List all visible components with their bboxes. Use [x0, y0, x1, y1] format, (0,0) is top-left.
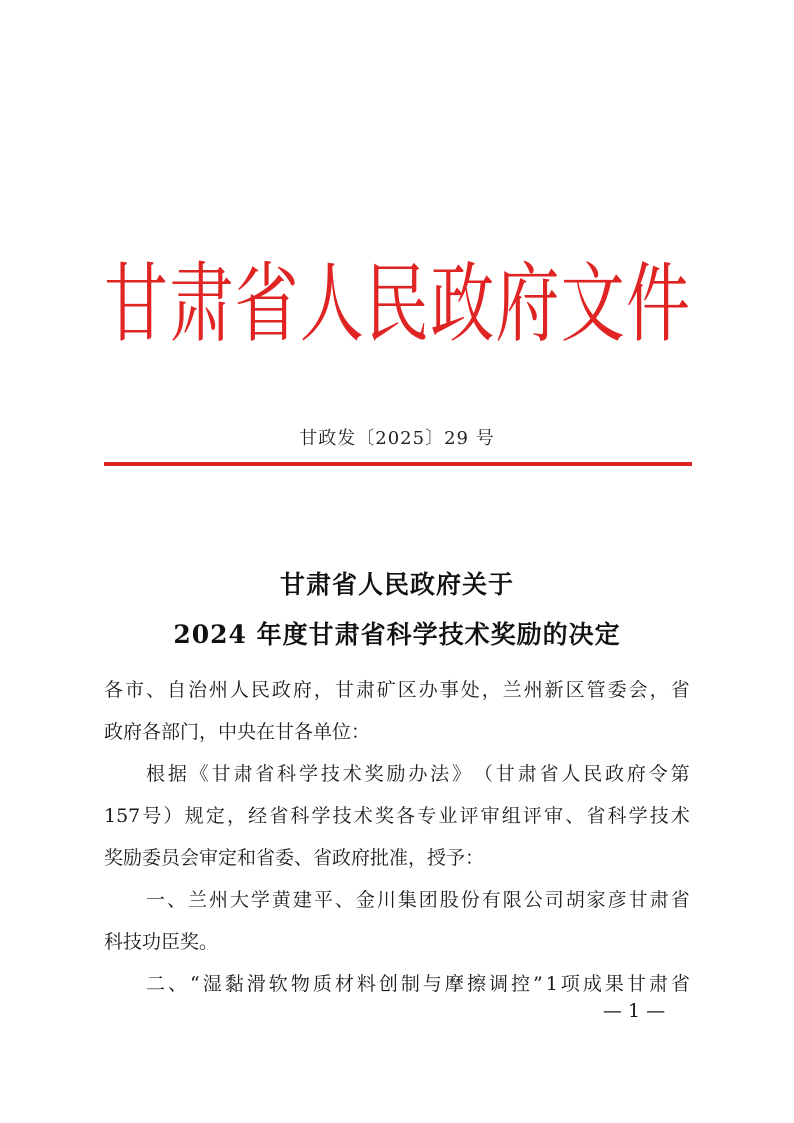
body-glyph: 1: [545, 973, 558, 995]
masthead-char: 人: [299, 255, 364, 355]
body-glyph: 办: [408, 763, 428, 785]
body-glyph: 、: [145, 679, 165, 701]
body-glyph: 有: [481, 889, 501, 911]
body-glyph: 政: [271, 679, 291, 701]
body-glyph: 第: [670, 763, 690, 785]
body-glyph: 经: [248, 805, 268, 827]
body-glyph: 府: [292, 679, 312, 701]
body-glyph: 专: [417, 805, 437, 827]
body-glyph: 省: [670, 679, 690, 701]
body-glyph: 料: [356, 973, 376, 995]
body-glyph: 各: [396, 805, 416, 827]
body-glyph: 管: [586, 679, 606, 701]
body-glyph: 材: [334, 973, 354, 995]
body-glyph: 州: [523, 679, 543, 701]
body-glyph: 擦: [466, 973, 486, 995]
body-glyph: ”: [532, 973, 543, 995]
body-glyph: 甘: [334, 679, 354, 701]
body-glyph: 滑: [246, 973, 266, 995]
body-glyph: 大: [229, 889, 249, 911]
body-glyph: 肃: [649, 889, 669, 911]
body-line: 奖励委员会审定和省委、省政府批准，授予：: [104, 847, 485, 869]
body-glyph: 肃: [648, 973, 668, 995]
document-body: [104, 680, 690, 994]
body-glyph: 与: [422, 973, 442, 995]
body-glyph: 自: [166, 679, 186, 701]
body-glyph: 成: [582, 973, 602, 995]
body-glyph: ，: [226, 805, 246, 827]
body-glyph: 各: [104, 679, 124, 701]
body-glyph: ，: [313, 679, 333, 701]
body-glyph: 二: [146, 973, 166, 995]
masthead-char: 省: [234, 255, 299, 355]
body-glyph: 创: [378, 973, 398, 995]
body-line: 政府各部门，中央在甘各单位：: [104, 721, 371, 743]
body-glyph: 民: [583, 763, 603, 785]
body-glyph: 定: [205, 805, 225, 827]
body-glyph: 业: [438, 805, 458, 827]
body-glyph: 司: [544, 889, 564, 911]
body-glyph: 府: [626, 763, 646, 785]
body-glyph: 州: [208, 889, 228, 911]
body-glyph: 》: [452, 763, 472, 785]
body-glyph: 家: [586, 889, 606, 911]
body-glyph: 法: [430, 763, 450, 785]
body-glyph: 术: [342, 763, 362, 785]
body-glyph: 省: [670, 973, 690, 995]
masthead-char: 府: [495, 255, 560, 355]
body-glyph: 黄: [271, 889, 291, 911]
body-glyph: 黏: [224, 973, 244, 995]
body-glyph: 审: [480, 805, 500, 827]
body-glyph: 技: [332, 805, 352, 827]
body-glyph: 果: [604, 973, 624, 995]
body-glyph: 术: [353, 805, 373, 827]
body-glyph: 学: [299, 763, 319, 785]
body-glyph: 奖: [364, 763, 384, 785]
document-number: 甘政发〔2025〕29 号: [299, 428, 495, 449]
body-glyph: 委: [607, 679, 627, 701]
body-glyph: 新: [544, 679, 564, 701]
body-glyph: 人: [561, 763, 581, 785]
masthead-title: [104, 255, 690, 355]
body-glyph: 川: [376, 889, 396, 911]
body-glyph: 据: [167, 763, 187, 785]
body-glyph: 甘: [628, 889, 648, 911]
body-glyph: 平: [313, 889, 333, 911]
body-glyph: 治: [187, 679, 207, 701]
body-glyph: 号: [142, 805, 162, 827]
body-glyph: 团: [418, 889, 438, 911]
body-glyph: 兰: [187, 889, 207, 911]
body-glyph: 区: [565, 679, 585, 701]
body-glyph: 学: [250, 889, 270, 911]
body-glyph: 矿: [376, 679, 396, 701]
document-title-line-1: 甘肃省人民政府关于: [279, 570, 514, 599]
masthead-char: 民: [365, 255, 429, 355]
body-glyph: 会: [628, 679, 648, 701]
masthead-char: 文: [560, 255, 625, 355]
body-glyph: 令: [648, 763, 668, 785]
body-glyph: 甘: [211, 763, 231, 785]
body-glyph: 控: [510, 973, 530, 995]
body-glyph: ，: [649, 679, 669, 701]
body-glyph: 摩: [444, 973, 464, 995]
red-divider: [104, 462, 692, 466]
body-glyph: 股: [439, 889, 459, 911]
body-glyph: 科: [277, 763, 297, 785]
body-glyph: 人: [229, 679, 249, 701]
body-glyph: 省: [670, 889, 690, 911]
body-glyph: （: [473, 763, 493, 785]
body-glyph: 励: [386, 763, 406, 785]
body-glyph: 处: [460, 679, 480, 701]
body-glyph: 政: [605, 763, 625, 785]
body-glyph: 公: [523, 889, 543, 911]
body-glyph: 省: [269, 805, 289, 827]
body-glyph: 州: [208, 679, 228, 701]
body-glyph: 根: [146, 763, 166, 785]
body-glyph: 奖: [374, 805, 394, 827]
body-glyph: 份: [460, 889, 480, 911]
body-glyph: 事: [439, 679, 459, 701]
body-line: 科技功臣奖。: [104, 931, 219, 953]
body-line: [104, 764, 690, 784]
body-glyph: 术: [670, 805, 690, 827]
body-glyph: 建: [292, 889, 312, 911]
body-glyph: 、: [334, 889, 354, 911]
body-glyph: 物: [290, 973, 310, 995]
body-glyph: 省: [586, 805, 606, 827]
body-glyph: ，: [481, 679, 501, 701]
body-glyph: “: [190, 973, 200, 995]
body-glyph: 集: [397, 889, 417, 911]
masthead-char: 肃: [169, 255, 234, 355]
masthead-char: 件: [626, 255, 690, 355]
body-glyph: 办: [418, 679, 438, 701]
body-glyph: 市: [124, 679, 144, 701]
body-glyph: 、: [565, 805, 585, 827]
body-glyph: 审: [544, 805, 564, 827]
body-glyph: 省: [539, 763, 559, 785]
body-glyph: ）: [163, 805, 183, 827]
body-glyph: 甘: [495, 763, 515, 785]
page-number: — 1 —: [602, 1000, 666, 1022]
body-line: [104, 806, 690, 826]
body-glyph: 、: [166, 889, 186, 911]
body-glyph: 规: [184, 805, 204, 827]
body-glyph: 《: [189, 763, 209, 785]
body-glyph: 制: [400, 973, 420, 995]
body-glyph: 科: [290, 805, 310, 827]
body-glyph: 科: [607, 805, 627, 827]
document-title-line-2: 2024 年度甘肃省科学技术奖励的决定: [173, 620, 621, 649]
body-glyph: 学: [311, 805, 331, 827]
body-line: [104, 680, 690, 700]
body-glyph: 限: [502, 889, 522, 911]
body-line: [104, 974, 690, 994]
body-glyph: 肃: [233, 763, 253, 785]
masthead-char: 政: [430, 255, 495, 355]
body-glyph: 区: [397, 679, 417, 701]
body-glyph: 肃: [355, 679, 375, 701]
body-glyph: 质: [312, 973, 332, 995]
body-glyph: 技: [320, 763, 340, 785]
body-glyph: 评: [522, 805, 542, 827]
body-glyph: 项: [560, 973, 580, 995]
masthead-char: 甘: [104, 255, 168, 355]
body-glyph: 彦: [607, 889, 627, 911]
body-glyph: 甘: [626, 973, 646, 995]
body-glyph: 、: [168, 973, 188, 995]
body-glyph: 157: [104, 805, 141, 827]
body-glyph: 兰: [502, 679, 522, 701]
body-glyph: 一: [146, 889, 166, 911]
body-glyph: 民: [250, 679, 270, 701]
body-glyph: 组: [501, 805, 521, 827]
body-glyph: 软: [268, 973, 288, 995]
body-glyph: 湿: [202, 973, 222, 995]
body-glyph: 调: [488, 973, 508, 995]
body-glyph: 金: [355, 889, 375, 911]
body-glyph: 学: [628, 805, 648, 827]
body-glyph: 技: [649, 805, 669, 827]
body-glyph: 省: [255, 763, 275, 785]
body-glyph: 胡: [565, 889, 585, 911]
body-line: [104, 890, 690, 910]
body-glyph: 评: [459, 805, 479, 827]
body-glyph: 肃: [517, 763, 537, 785]
